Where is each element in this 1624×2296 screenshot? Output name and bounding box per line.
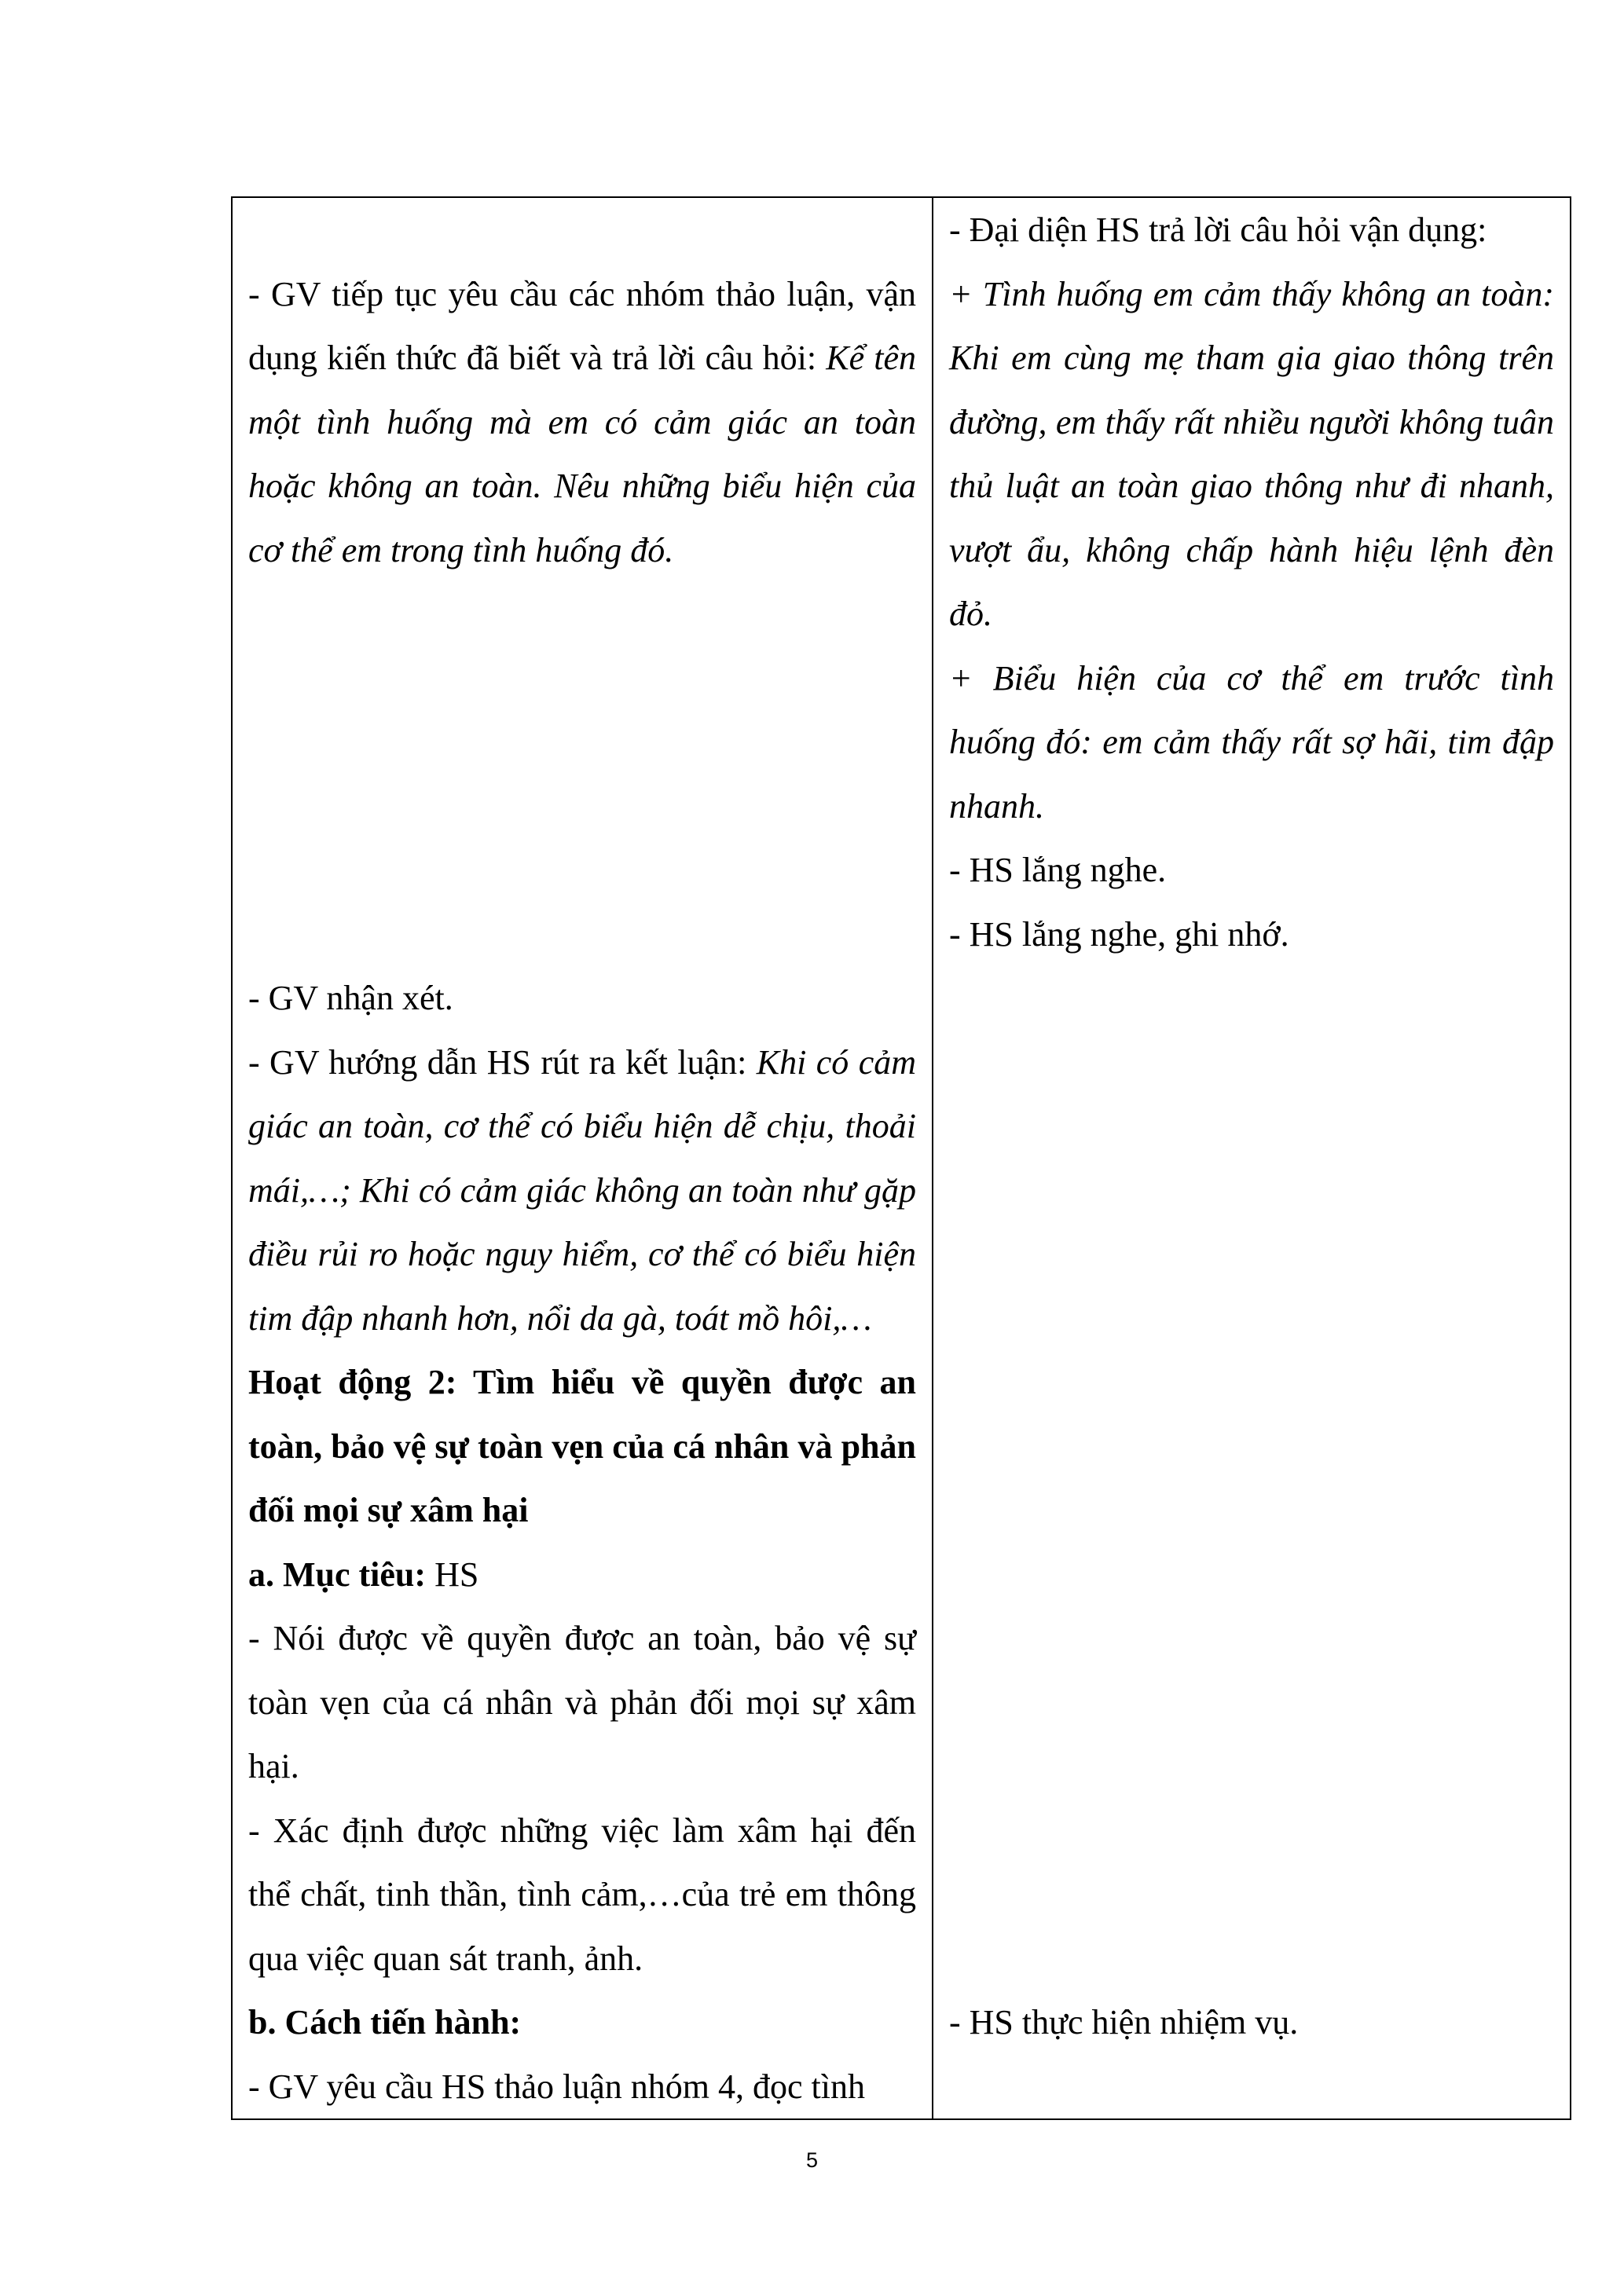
table-row — [232, 197, 1571, 2119]
group-task-question: Kể tên một tình huống mà em có cảm giác an toàn hoặc không an toàn. Nêu những biểu hiện của cơ thể em trong tình huống đó. — [248, 339, 916, 569]
conclusion-italic: Khi có cảm giác an toàn, cơ thể có biểu hiện dễ chịu, thoải mái,…; Khi có cảm giác không an toàn như gặp điều rủi ro hoặc nguy hiểm, cơ thể có biểu hiện tim đập nhanh hơn, nổi da gà, toát mồ hôi,… — [248, 1042, 917, 1338]
objective-item: - Nói được về quyền được an toàn, bảo vệ sự toàn vẹn của cá nhân và phản đối mọi sự xâm hại. — [248, 1619, 916, 1785]
teacher-activity-column — [232, 197, 933, 2119]
objective-label: a. Mục tiêu: — [248, 1554, 427, 1594]
objective-item: - Xác định được những việc làm xâm hại đến thể chất, tinh thần, tình cảm,…của trẻ em thông qua việc quan sát tranh, ảnh. — [248, 1811, 916, 1978]
student-listen-remember: - HS lắng nghe, ghi nhớ. — [949, 914, 1289, 954]
student-answer-intro: - Đại diện HS trả lời câu hỏi vận dụng: — [949, 211, 1487, 249]
objective-text: HS — [426, 1554, 479, 1594]
student-activity-column — [933, 197, 1571, 2119]
lesson-table — [231, 196, 1571, 2120]
blank-gap — [248, 582, 916, 966]
blank-line — [248, 198, 916, 262]
objective-paragraph — [248, 1543, 916, 1607]
group-task-text: - GV tiếp tục yêu cầu các nhóm thảo luận, vận dụng kiến thức đã biết và trả lời câu hỏi: — [248, 274, 916, 377]
student-body-reaction: + Biểu hiện của cơ thể em trước tình huống đó: em cảm thấy rất sợ hãi, tim đập nhanh. — [949, 658, 1554, 826]
procedure-item: - GV yêu cầu HS thảo luận nhóm 4, đọc tình — [248, 2067, 865, 2106]
student-situation: + Tình huống em cảm thấy không an toàn: Khi em cùng mẹ tham gia giao thông trên đường, em thấy rất nhiều người không tuân thủ luật an toàn giao thông như đi nhanh, vượt ẩu, không chấp hành hiệu lệnh đèn đỏ. — [949, 274, 1554, 633]
activity-heading: Hoạt động 2: Tìm hiểu về quyền được an toàn, bảo vệ sự toàn vẹn của cá nhân và phản đối mọi sự xâm hại — [248, 1363, 916, 1529]
paragraph-teacher-comment: - GV nhận xét. — [248, 979, 453, 1017]
blank-gap — [949, 966, 1554, 1990]
page-number: 5 — [805, 2148, 819, 2172]
conclusion-text: - GV hướng dẫn HS rút ra kết luận: — [248, 1042, 757, 1082]
paragraph-conclusion — [248, 1031, 916, 1351]
student-do-task: - HS thực hiện nhiệm vụ. — [949, 2003, 1299, 2041]
student-listen: - HS lắng nghe. — [949, 851, 1167, 889]
procedure-label: b. Cách tiến hành: — [248, 2003, 522, 2041]
paragraph-group-task — [248, 262, 916, 583]
